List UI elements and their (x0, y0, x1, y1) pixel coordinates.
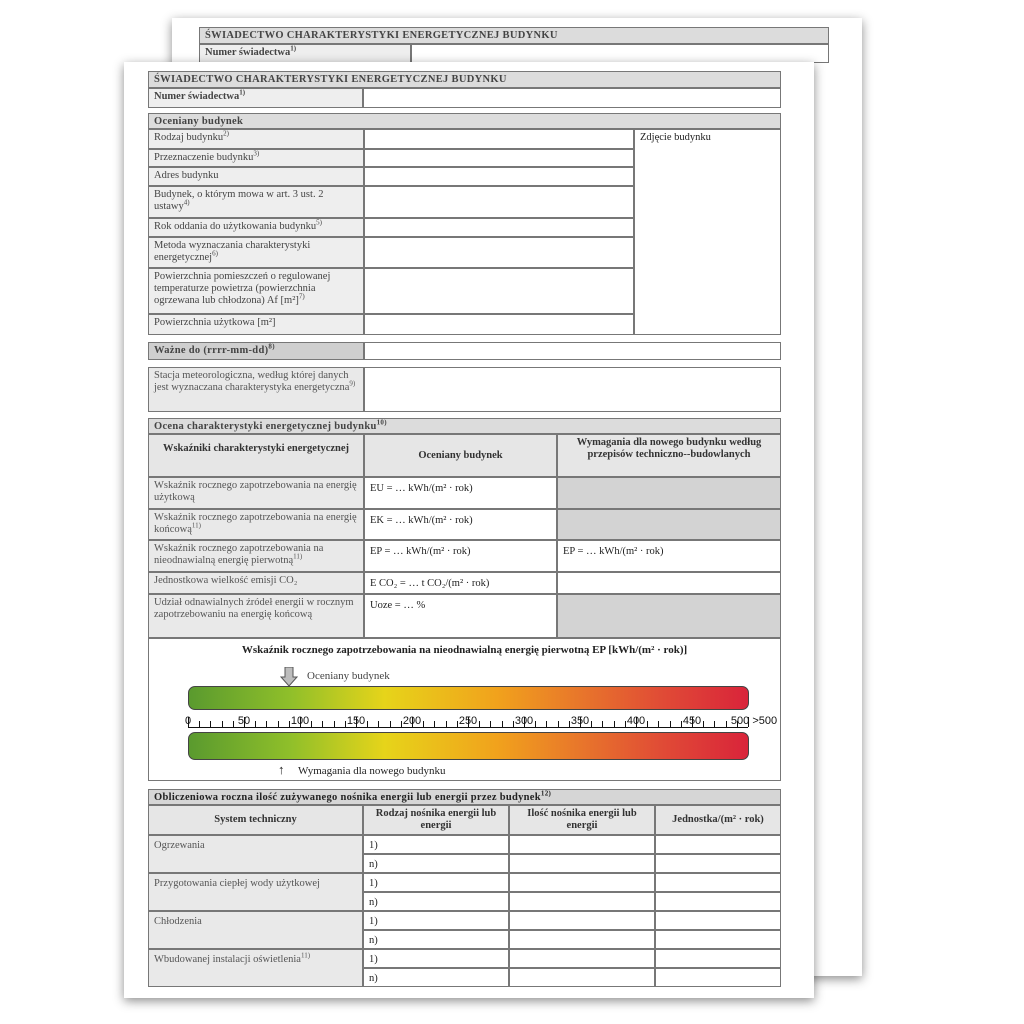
carrier-system-label (148, 949, 363, 987)
indicator-header-building: Oceniany budynek (364, 434, 557, 477)
scale-top-label: Oceniany budynek (307, 670, 390, 682)
carrier-amount-cell (509, 911, 655, 930)
scale-tick-label: 450 (682, 715, 702, 727)
indicator-label (148, 594, 364, 638)
up-arrow-icon: ↑ (278, 762, 285, 777)
back-certificate-title: ŚWIADECTWO CHARAKTERYSTYKI ENERGETYCZNEJ BUDYNKU (199, 27, 829, 44)
label-text: Adres budynku (154, 170, 219, 181)
footnote-ref: 11) (191, 521, 201, 530)
carrier-type-cell: 1) (363, 911, 509, 930)
carrier-amount-cell (509, 930, 655, 949)
down-arrow-icon (280, 667, 292, 685)
label-text: Metoda wyznaczania charakterystyki energetycznej (154, 240, 311, 263)
carrier-unit-cell (655, 911, 781, 930)
indicator-label (148, 477, 364, 509)
building-row-field (364, 218, 634, 237)
label-text: Powierzchnia użytkowa [m²] (154, 317, 276, 328)
label-text: Przygotowania ciepłej wody użytkowej (154, 878, 320, 889)
carrier-header-amount: Ilość nośnika energii lub energii (509, 805, 655, 835)
scale-tick-label: 500 >500 (730, 715, 778, 727)
building-row-label (148, 186, 364, 218)
building-row-field (364, 167, 634, 186)
label-text: Jednostkowa wielkość emisji CO₂ (154, 575, 298, 586)
indicator-requirement: EP = … kWh/(m² · rok) (557, 540, 781, 572)
indicator-requirement (557, 594, 781, 638)
carrier-amount-cell (509, 835, 655, 854)
carrier-system-label (148, 835, 363, 873)
indicator-value: EP = … kWh/(m² · rok) (364, 540, 557, 572)
scale-tick-label: 250 (458, 715, 478, 727)
section-building-header: Oceniany budynek (148, 113, 781, 129)
building-row-label (148, 129, 364, 149)
building-row-label (148, 268, 364, 314)
carrier-unit-cell (655, 854, 781, 873)
carrier-unit-cell (655, 873, 781, 892)
front-sheet (124, 62, 814, 998)
carrier-unit-cell (655, 949, 781, 968)
label-text: Rok oddania do użytkowania budynku (154, 221, 317, 232)
label-text: Powierzchnia pomieszczeń o regulowanej temperaturze powietrza (powierzchnia ogrzewana lub chłodzona) Af [m²] (154, 271, 331, 306)
label-text: Wbudowanej instalacji oświetlenia (154, 954, 301, 965)
carrier-amount-cell (509, 873, 655, 892)
label-text: Przeznaczenie budynku (154, 152, 254, 163)
indicator-label (148, 509, 364, 540)
back-certificate-number-label: Numer świadectwa$^{1)}$ (199, 44, 411, 63)
building-row-label (148, 314, 364, 335)
building-row-label (148, 149, 364, 167)
label-text: Wskaźnik rocznego zapotrzebowania na nieodnawialną energię pierwotną (154, 543, 324, 566)
scale-tick-label: 150 (346, 715, 366, 727)
footnote-ref: 3) (253, 149, 260, 158)
valid-until-field (364, 342, 781, 360)
carrier-type-cell: 1) (363, 835, 509, 854)
carrier-header-unit: Jednostka/(m² · rok) (655, 805, 781, 835)
building-row-field (364, 314, 634, 335)
label-text: Wskaźnik rocznego zapotrzebowania na energię końcową (154, 512, 357, 535)
scale-tick-label: 350 (570, 715, 590, 727)
label-text: Wskaźnik rocznego zapotrzebowania na energię użytkową (154, 480, 357, 503)
building-row-field (364, 268, 634, 314)
building-row-label (148, 237, 364, 268)
section-assessment-header: Ocena charakterystyki energetycznej budynku$^{10)}$ (148, 418, 781, 434)
scale-tick-label: 400 (626, 715, 646, 727)
carrier-amount-cell (509, 892, 655, 911)
carrier-unit-cell (655, 892, 781, 911)
valid-until-label: Ważne do (rrrr-mm-dd)$^{8)}$ (148, 342, 364, 360)
certificate-number-field (363, 88, 781, 108)
footnote-ref: 11) (293, 552, 303, 561)
scale-tick-label: 100 (290, 715, 310, 727)
indicator-value: E CO₂ = … t CO₂/(m² · rok) (364, 572, 557, 594)
carrier-type-cell: n) (363, 892, 509, 911)
indicator-value: Uoze = … % (364, 594, 557, 638)
scale-axis-line (188, 727, 748, 728)
photo-label: Zdjęcie budynku (640, 132, 711, 143)
carrier-unit-cell (655, 835, 781, 854)
building-photo-box (634, 129, 781, 335)
carrier-amount-cell (509, 854, 655, 873)
scale-tick-label: 50 (237, 715, 251, 727)
section-carrier-header: Obliczeniowa roczna ilość zużywanego nośnika energii lub energii przez budynek$^{12)}$ (148, 789, 781, 805)
label-text: Udział odnawialnych źródeł energii w rocznym zapotrzebowaniu na energię końcową (154, 597, 354, 620)
indicator-header-name: Wskaźniki charakterystyki energetycznej (148, 434, 364, 477)
indicator-value: EU = … kWh/(m² · rok) (364, 477, 557, 509)
indicator-requirement (557, 509, 781, 540)
ep-scale-title: Wskaźnik rocznego zapotrzebowania na nieodnawialną energię pierwotną EP [kWh/(m² · rok)] (241, 644, 688, 656)
certificate-number-label: Numer świadectwa$^{1)}$ (148, 88, 363, 108)
carrier-header-system: System techniczny (148, 805, 363, 835)
scale-bottom-label: Wymagania dla nowego budynku (298, 765, 446, 777)
label-text: Budynek, o którym mowa w art. 3 ust. 2 ustawy (154, 189, 324, 212)
building-row-field (364, 129, 634, 149)
carrier-amount-cell (509, 968, 655, 987)
carrier-unit-cell (655, 930, 781, 949)
building-row-field (364, 237, 634, 268)
weather-station-label: Stacja meteorologiczna, według której danych jest wyznaczana charakterystyka energetyczna$^{9)}$ (148, 367, 364, 412)
ep-scale-bar-top (188, 686, 749, 710)
footnote-ref: 6) (212, 249, 218, 258)
carrier-type-cell: n) (363, 854, 509, 873)
carrier-unit-cell (655, 968, 781, 987)
label-text: Chłodzenia (154, 916, 202, 927)
carrier-type-cell: 1) (363, 949, 509, 968)
carrier-type-cell: 1) (363, 873, 509, 892)
footnote-ref: 5) (316, 218, 322, 227)
carrier-amount-cell (509, 949, 655, 968)
indicator-label (148, 572, 364, 594)
label-text: Ogrzewania (154, 840, 205, 851)
building-row-field (364, 186, 634, 218)
scale-tick-label: 200 (402, 715, 422, 727)
carrier-system-label (148, 911, 363, 949)
back-certificate-number-field (411, 44, 829, 63)
ep-scale-bar-bottom (188, 732, 749, 760)
footnote-ref: 4) (183, 198, 190, 207)
indicator-requirement (557, 572, 781, 594)
label-text: Rodzaj budynku (154, 132, 224, 143)
footnote-ref: 7) (298, 292, 305, 301)
building-row-field (364, 149, 634, 167)
scale-tick-label: 300 (514, 715, 534, 727)
carrier-header-type: Rodzaj nośnika energii lub energii (363, 805, 509, 835)
certificate-title: ŚWIADECTWO CHARAKTERYSTYKI ENERGETYCZNEJ BUDYNKU (148, 71, 781, 88)
footnote-ref: 2) (223, 129, 229, 138)
carrier-system-label (148, 873, 363, 911)
footnote-ref: 11) (300, 951, 311, 960)
indicator-header-requirements: Wymagania dla nowego budynku według przepisów techniczno--budowlanych (557, 434, 781, 477)
carrier-type-cell: n) (363, 968, 509, 987)
building-row-label (148, 218, 364, 237)
indicator-label (148, 540, 364, 572)
scale-tick-label: 0 (184, 715, 192, 727)
indicator-requirement (557, 477, 781, 509)
building-row-label (148, 167, 364, 186)
weather-station-field (364, 367, 781, 412)
indicator-value: EK = … kWh/(m² · rok) (364, 509, 557, 540)
carrier-type-cell: n) (363, 930, 509, 949)
